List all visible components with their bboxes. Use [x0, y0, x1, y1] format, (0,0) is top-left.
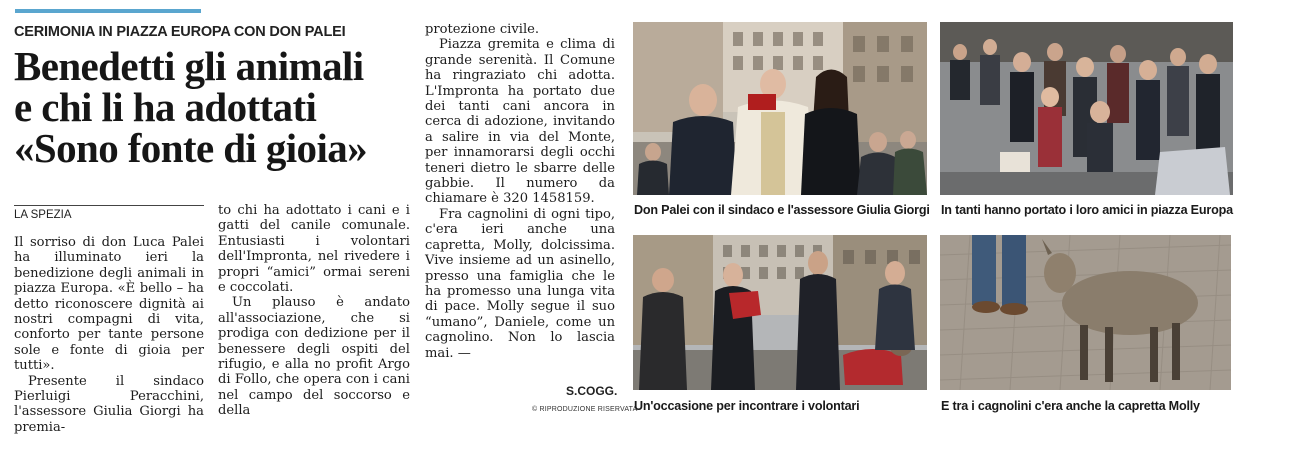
photo-blessing-ceremony [633, 22, 927, 195]
paragraph: to chi ha adottato i cani e i gatti del canile comunale. Entusiasti i volontari dell'Impronta, nel rivedere i propri “amici” ormai sereni e coccolati. [218, 203, 410, 296]
headline-line: «Sono fonte di gioia» [14, 125, 368, 171]
paragraph: Fra cagnolini di ogni tipo, c'era ieri anche una capretta, Molly, dolcissima. Vive insieme ad un asinello, presso una famiglia che le ha promesso una lunga vita di pace. Molly segue il suo “umano”, Daniele, come un cagnolino. Non lo lascia mai. — [425, 206, 615, 361]
paragraph: Un plauso è andato all'associazione, che si prodiga con dedizione per il benessere degli ospiti del rifugio, e alla no profit Argo di Follo, che opera con i cani nel campo del soccorso e della [218, 295, 410, 419]
photo-caption: E tra i cagnolini c'era anche la capretta Molly [941, 399, 1200, 413]
photo-goat-molly [940, 235, 1231, 390]
paragraph: Il sorriso di don Luca Palei ha illuminato ieri la benedizione degli animali in piazza Europa. «È bello – ha detto riconoscere dignità ai nostri compagni di vita, conforto per tante persone sole e fonte di gioia per tutti». [14, 235, 204, 374]
article-headline [14, 43, 414, 171]
author-signature: S.COGG. [566, 384, 618, 398]
photo-caption: Don Palei con il sindaco e l'assessore Giulia Giorgi [634, 203, 930, 217]
paragraph: protezione civile. [425, 22, 540, 37]
photo-volunteers [633, 235, 927, 390]
headline-line: e chi li ha adottati [14, 84, 317, 130]
dateline: LA SPEZIA [14, 205, 204, 221]
paragraph: Piazza gremita e clima di grande serenità. Il Comune ha ringraziato chi adotta. L'Impronta ha portato due dei tanti cani ancora in cerca di adozione, invitando a salire in via del Monte, per innamorarsi degli occhi teneri dietro le sbarre delle gabbie. Il numero da chiamare è 320 1458159. [425, 37, 615, 207]
photo-caption: Un'occasione per incontrare i volontari [634, 399, 860, 413]
photo-caption: In tanti hanno portato i loro amici in piazza Europa [941, 203, 1233, 217]
body-column-2 [218, 203, 410, 419]
copyright-notice: © RIPRODUZIONE RISERVATA [532, 406, 638, 413]
paragraph: Presente il sindaco Pierluigi Peracchini, l'assessore Giulia Giorgi ha premia- [14, 373, 204, 435]
photo-crowd-square [940, 22, 1233, 195]
headline-line: Benedetti gli animali [14, 43, 364, 89]
section-accent-bar [15, 9, 201, 13]
body-column-1 [14, 235, 204, 435]
body-column-3 [425, 22, 615, 361]
article-kicker: CERIMONIA IN PIAZZA EUROPA CON DON PALEI [14, 24, 346, 40]
